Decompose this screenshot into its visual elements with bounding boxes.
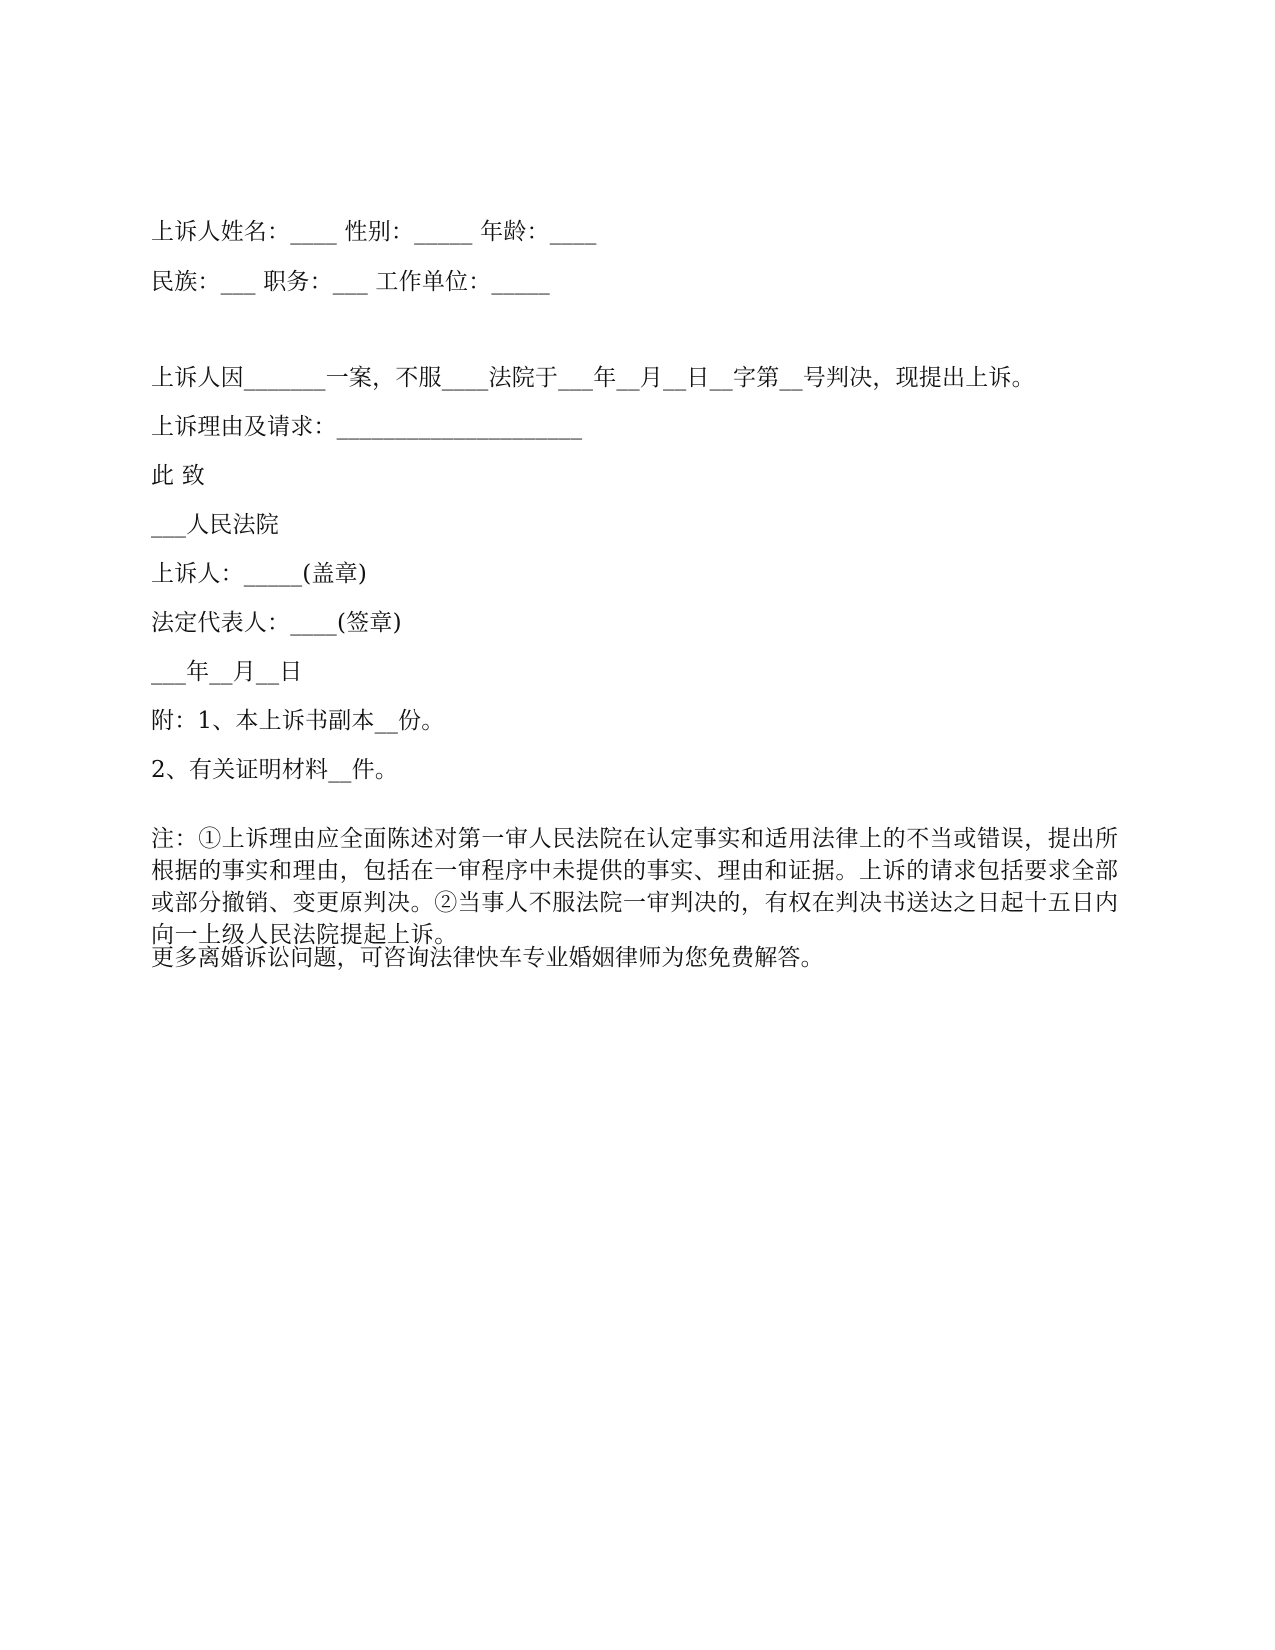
appeal-statement: 上诉人因_______一案，不服____法院于___年__月__日__字第__号判决，现提出上诉。 bbox=[151, 365, 1035, 391]
attachment-copies: 附：1、本上诉书副本__份。 bbox=[151, 708, 445, 734]
appeal-reason: 上诉理由及请求：_____________________ bbox=[151, 414, 583, 440]
legal-representative-signature: 法定代表人：____(签章) bbox=[151, 610, 402, 636]
document-date: ___年__月__日 bbox=[151, 659, 303, 685]
note-paragraph: 注：①上诉理由应全面陈述对第一审人民法院在认定事实和适用法律上的不当或错误，提出所根据的事实和理由，包括在一审程序中未提供的事实、理由和证据。上诉的请求包括要求全部或部分撤销、变更原判决。②当事人不服法院一审判决的，有权在判决书送达之日起十五日内向一上级人民法院提起上诉。 bbox=[151, 826, 1119, 948]
footer-promo: 更多离婚诉讼问题，可咨询法律快车专业婚姻律师为您免费解答。 bbox=[151, 945, 824, 971]
appellant-work-line: 民族：___ 职务：___ 工作单位：_____ bbox=[151, 269, 550, 295]
court-name: ___人民法院 bbox=[151, 512, 279, 538]
salutation: 此 致 bbox=[151, 463, 205, 489]
attachment-evidence: 2、有关证明材料__件。 bbox=[151, 757, 399, 783]
appellant-signature: 上诉人：_____(盖章) bbox=[151, 561, 368, 587]
appellant-info-line: 上诉人姓名：____ 性别：_____ 年龄：____ bbox=[151, 219, 597, 245]
